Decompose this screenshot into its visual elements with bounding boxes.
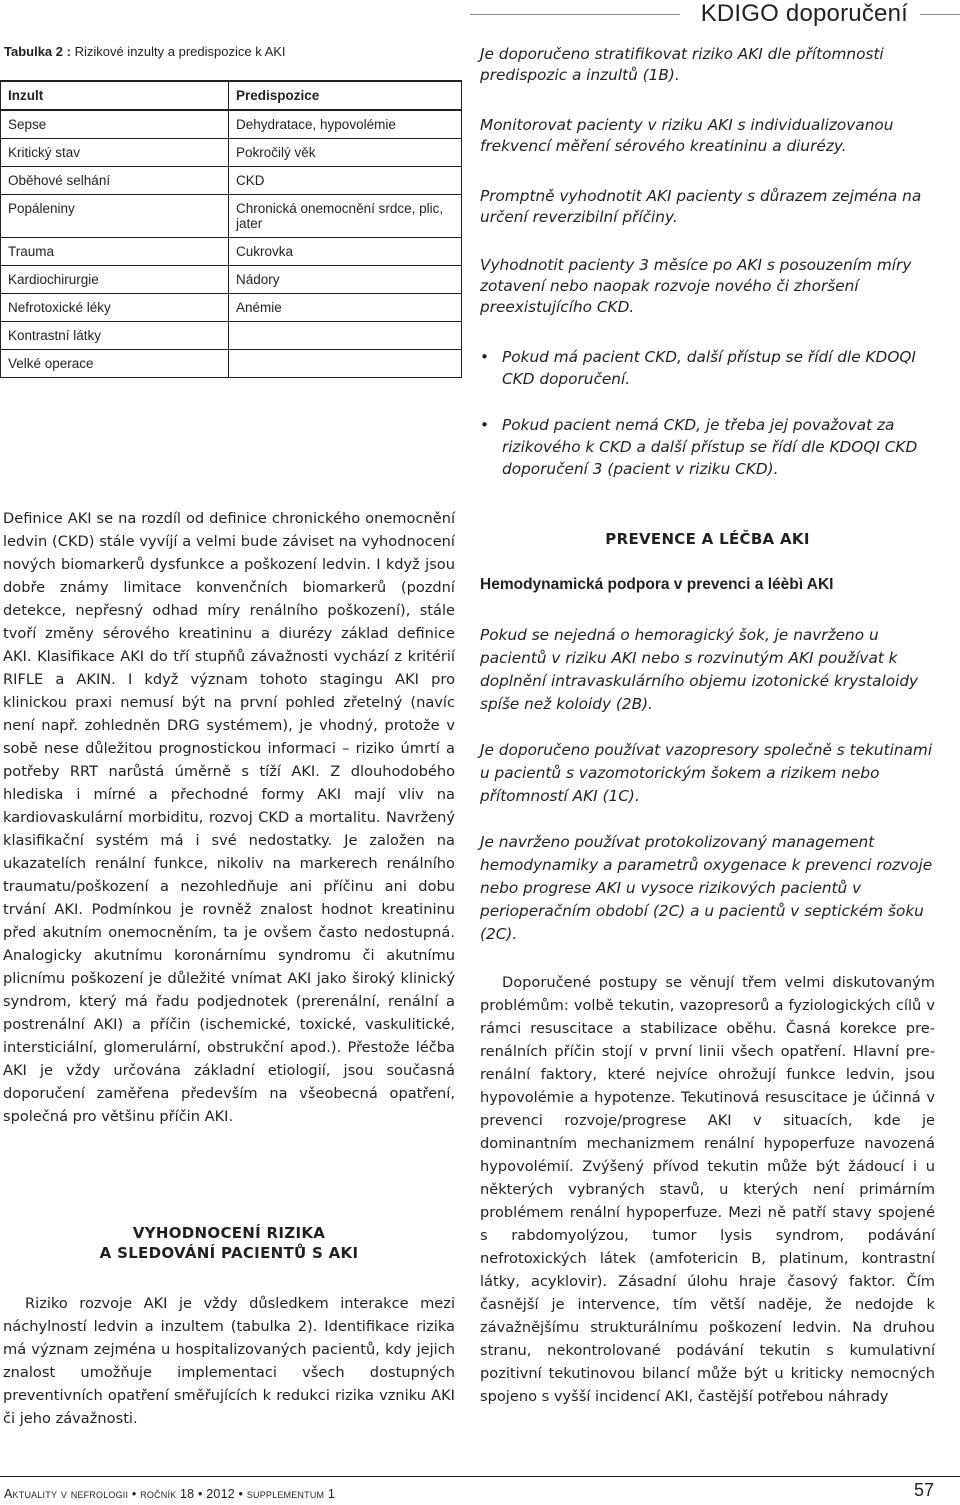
table-cell-insult: Sepse [1,110,229,139]
footer-separator: • [128,1487,141,1501]
table-cell-insult: Kritický stav [1,139,229,167]
table-cell-predisposition: Dehydratace, hypovolémie [229,110,462,139]
bullet-item-ckd [480,346,940,390]
table-caption [4,44,286,59]
table-caption-text: Rizikové inzulty a predispozice k AKI [70,44,286,59]
bullet-item-no-ckd [480,414,940,480]
table-cell-predisposition: Cukrovka [229,238,462,266]
table-cell-insult: Kontrastní látky [1,322,229,350]
table-row [1,167,462,195]
table-cell-predisposition: CKD [229,167,462,195]
footer-rule [0,1476,960,1477]
recommendation-evaluate: Promptně vyhodnotit AKI pacienty s důrazem zejména na určení reverzibilní příčiny. [480,187,922,226]
bullet-icon: • [480,416,490,434]
table-cell-predisposition: Chronická onemocnění srdce, plic, jater [229,195,462,238]
table-row [1,350,462,378]
recommendation-monitor: Monitorovat pacienty v riziku AKI s individualizovanou frekvencí měření sérového kreatininu a diurézy. [480,116,894,155]
table-cell-predisposition: Nádory [229,266,462,294]
section-title-risk-line2: A SLEDOVÁNÍ PACIENTŮ S AKI [99,1244,359,1262]
table-cell-insult: Oběhové selhání [1,167,229,195]
section-header-title: KDIGO doporučení [700,0,908,27]
subheading-hemodynamic: Hemodynamická podpora v prevenci a léèbì AKI [480,576,834,593]
risk-table [0,80,462,378]
table-row [1,294,462,322]
table-caption-label: Tabulka 2 : [4,44,71,59]
page-number: 57 [913,1480,934,1500]
table-cell-predisposition [229,322,462,350]
bullet-text: Pokud pacient nemá CKD, je třeba jej považovat za rizikového k CKD a další přístup se řídí dle KDOQI CKD doporučení 3 (pacient v riziku CKD). [502,416,918,478]
footer-separator: • [234,1487,247,1501]
table-cell-insult: Kardiochirurgie [1,266,229,294]
section-title-risk-line1: VYHODNOCENÍ RIZIKA [132,1224,326,1242]
table-cell-insult: Nefrotoxické léky [1,294,229,322]
table-header-predisposition: Predispozice [229,81,462,110]
table-cell-predisposition: Pokročilý věk [229,139,462,167]
table-cell-insult: Popáleniny [1,195,229,238]
table-cell-insult: Trauma [1,238,229,266]
table-row [1,195,462,238]
paragraph-risk-evaluation: Riziko rozvoje AKI je vždy důsledkem interakce mezi náchylností ledvin a inzultem (tabulka 2). Identifikace rizika má význam zejména u hospitalizovaných pacientů, kdy jejich znalost umožňuje implementaci všech dostupných preventivních opatření směřujících k redukci rizika vzniku AKI či jeho závažnosti. [3,1295,455,1427]
footer-volume: ročník 18 [140,1487,195,1501]
table-row [1,266,462,294]
footer-year: 2012 [206,1487,235,1501]
table-header-insult: Inzult [1,81,229,110]
footer-citation [4,1487,335,1501]
footer-journal: Aktuality v nefrologii [4,1487,129,1501]
recommendation-vasopressors: Je doporučeno používat vazopresory společně s tekutinami u pacientů s vazomotorickým šokem a rizikem nebo přítomností AKI (1C). [480,741,933,805]
table-row [1,139,462,167]
recommendation-protocol: Je navrženo používat protokolizovaný management hemodynamiky a parametrů oxygenace k prevenci rozvoje nebo progrese AKI u vysoce rizikových pacientů v perioperačním období (2C) a u pacientů v septickém šoku (2C). [480,833,933,943]
table-row [1,110,462,139]
recommendation-followup: Vyhodnotit pacienty 3 měsíce po AKI s posouzením míry zotavení nebo naopak rozvoje nového či zhoršení preexistujícího CKD. [480,256,912,316]
table-row [1,322,462,350]
section-title-risk [3,1224,455,1262]
recommendation-crystalloids: Pokud se nejedná o hemoragický šok, je navrženo u pacientů v riziku AKI nebo s rozvinutým AKI používat k doplnění intravaskulárního objemu izotonické krystaloidy spíše než koloidy (2B). [480,626,919,713]
table-header-row [1,81,462,110]
bullet-icon: • [480,348,490,366]
footer-separator: • [194,1487,207,1501]
table-cell-predisposition [229,350,462,378]
recommendation-stratify-risk: Je doporučeno stratifikovat riziko AKI dle přítomnosti predispozic a inzultů (1B). [480,45,884,84]
paragraph-fluid-management: Doporučené postupy se věnují třem velmi diskutovaným problémům: volbě tekutin, vazopresorů a fyziologických cílů v rámci resuscitace a stabilizace oběhu. Časná korekce pre-renálních příčin stojí v první linii všech opatření. Hlavní pre-renální faktory, které nejvíce ohrožují funkce ledvin, jsou hypovolémie a hypotenze. Tekutinová resuscitace je účinná v prevenci rozvoje/progrese AKI v situacích, kde je dominantním mechanizmem renální hypoperfuze navozená hypovolémií. Zvýšený přívod tekutin může být žádoucí i u některých vybraných stavů, u kterých není primárním problémem renální hypoperfuze. Mezi ně patří stavy spojené s rabdomyolýzou, tumor lysis syndrom, podávání nefrotoxických látek (amfotericin B, platinum, kontrastní látky, acyklovir). Zásadní úlohu hraje časový faktor. Čím časnější je intervence, tím větší naděje, že nedojde k závažnějšímu strukturálnímu poškození ledvin. Na druhou stranu, nekontrolované podávání tekutin s kumulativní pozitivní tekutinovou bilancí může být u kriticky nemocných spojeno s vyšší incidencí AKI, častější potřebou náhrady [480,974,935,1405]
section-title-prevention: PREVENCE A LÉČBA AKI [605,530,810,548]
table-row [1,238,462,266]
table-cell-predisposition: Anémie [229,294,462,322]
table-cell-insult: Velké operace [1,350,229,378]
bullet-text: Pokud má pacient CKD, další přístup se řídí dle KDOQI CKD doporučení. [502,348,916,388]
footer-supplement: supplementum 1 [246,1487,336,1501]
header-rule-left [470,14,680,15]
paragraph-aki-definition: Definice AKI se na rozdíl od definice chronického onemocnění ledvin (CKD) stále vyvíjí a velmi bude záviset na vyhodnocení nových biomarkerů dysfunkce a poškození ledvin. I když jsou dobře známy limitace konvenčních biomarkerů (pozdní detekce, nepřesný odhad míry renálního poškození), stále tvoří změny sérového kreatininu a diurézy základ definice AKI. Klasifikace AKI do tří stupňů závažnosti vychází z kritérií RIFLE a AKIN. I když význam tohoto stagingu AKI pro klinickou praxi nemusí být na první pohled zřetelný (navíc není např. zohledněn DRG systémem), je vhodný, protože v sobě nese důležitou prognostickou informaci – riziko úmrtí a potřeby RRT narůstá úměrně s tíží AKI. Z dlouhodobého hlediska i mírné a přechodné formy AKI mají vliv na kardiovaskulární morbiditu, rozvoj CKD a mortalitu. Navržený klasifikační systém má i své nedostatky. Je založen na ukazatelích renální funkce, nikoliv na markerech renálního traumatu/poškození a nezohledňuje ani příčinu ani dobu trvání AKI. Podmínkou je rovněž znalost hodnot kreatininu před akutním onemocněním, ta je ovšem často nedostupná. Analogicky akutnímu koronárnímu syndromu či akutnímu plicnímu poškození je důležité vnímat AKI jako široký klinický syndrom, který má řadu podjednotek (prerenální, renální a postrenální AKI) a příčin (ischemické, toxické, vaskulitické, intersticiální, glomerulární, obstrukční apod.). Přestože léčba AKI je vždy určována základní etiologií, jsou současná doporučení zaměřena především na všeobecná opatření, společná pro většinu příčin AKI. [3,510,455,1125]
header-rule-right [920,14,960,15]
